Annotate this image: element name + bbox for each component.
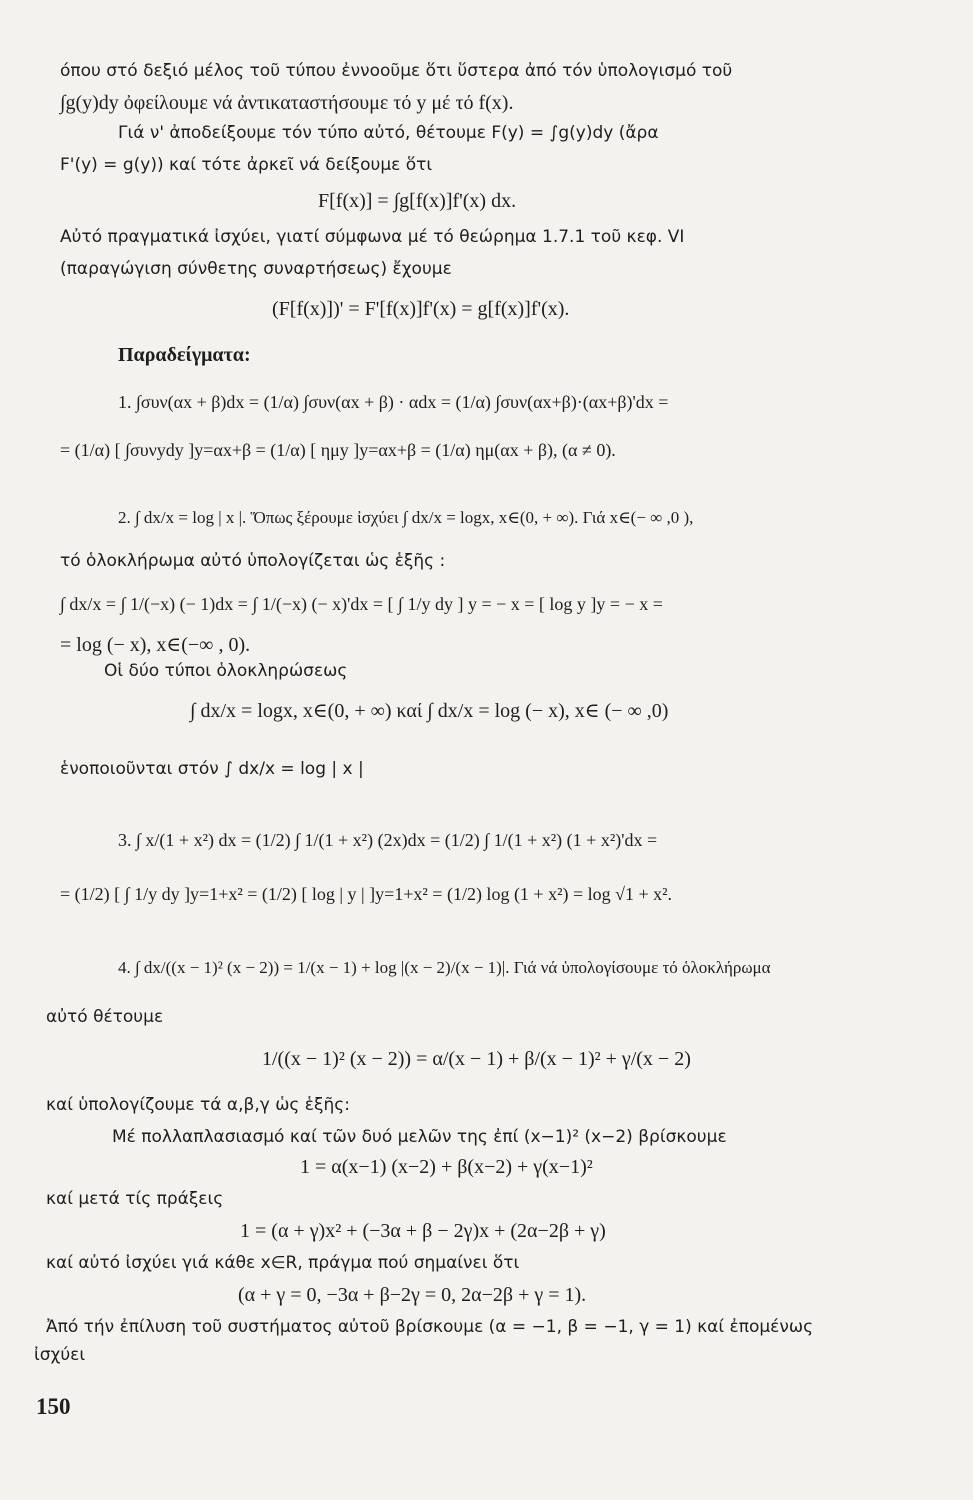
text-line-4: F'(y) = g(y)) καί τότε ἀρκεῖ νά δείξουμε ὅτι xyxy=(60,155,433,175)
example-2-line-3: ∫ dx/x = ∫ 1/(−x) (− 1)dx = ∫ 1/(−x) (− x)'dx = [ ∫ 1/y dy ] y = − x = [ log y ]y = − x = xyxy=(60,594,663,614)
example-3-line-2: = (1/2) [ ∫ 1/y dy ]y=1+x² = (1/2) [ log | y | ]y=1+x² = (1/2) log (1 + x²) = log √1 + x². xyxy=(60,884,673,904)
formula-2: (F[f(x)])' = F'[f(x)]f'(x) = g[f(x)]f'(x). xyxy=(272,298,570,320)
text-line-2: ∫g(y)dy ὀφείλουμε νά ἀντικαταστήσουμε τό y μέ τό f(x). xyxy=(60,92,514,114)
example-4-formula-3: (α + γ = 0, −3α + β−2γ = 0, 2α−2β + γ = 1). xyxy=(238,1284,587,1306)
example-4-line-5: καί μετά τίς πράξεις xyxy=(46,1189,224,1209)
example-3-line-1: 3. ∫ x/(1 + x²) dx = (1/2) ∫ 1/(1 + x²) (2x)dx = (1/2) ∫ 1/(1 + x²) (1 + x²)'dx = xyxy=(118,830,658,850)
text-line-1: όπου στό δεξιό μέλος τοῦ τύπου ἐννοοῦμε ὅτι ὕστερα ἀπό τόν ὑπολογισμό τοῦ xyxy=(60,61,733,81)
example-4-line-7: Ἀπό τήν ἐπίλυση τοῦ συστήματος αὐτοῦ βρίσκουμε (α = −1, β = −1, γ = 1) καί ἐπομένως xyxy=(46,1317,814,1337)
example-2-line-6: ∫ dx/x = logx, x∈(0, + ∞) καί ∫ dx/x = log (− x), x∈ (− ∞ ,0) xyxy=(190,700,669,722)
example-2-line-2: τό ὁλοκλήρωμα αὐτό ὑπολογίζεται ὡς ἑξῆς : xyxy=(60,551,446,571)
example-1-line-1: 1. ∫συν(αx + β)dx = (1/α) ∫συν(αx + β) · αdx = (1/α) ∫συν(αx+β)·(αx+β)'dx = xyxy=(118,392,669,412)
text-line-3: Γιά ν' ἀποδείξουμε τόν τύπο αὐτό, θέτουμε F(y) = ∫g(y)dy (ἄρα xyxy=(118,123,659,143)
example-1-line-2: = (1/α) [ ∫συνydy ]y=αx+β = (1/α) [ ημy ]y=αx+β = (1/α) ημ(αx + β), (α ≠ 0). xyxy=(60,440,616,460)
example-4-formula-1: 1 = α(x−1) (x−2) + β(x−2) + γ(x−1)² xyxy=(300,1156,593,1178)
example-4-line-8: ἰσχύει xyxy=(34,1345,86,1365)
example-2-line-1: 2. ∫ dx/x = log | x |. Ὅπως ξέρουμε ἰσχύει ∫ dx/x = logx, x∈(0, + ∞). Γιά x∈(− ∞ ,0 ), xyxy=(118,508,694,527)
text-line-5: Αὐτό πραγματικά ἰσχύει, γιατί σύμφωνα μέ τό θεώρημα 1.7.1 τοῦ κεφ. VI xyxy=(60,227,685,247)
example-4-line-1: 4. ∫ dx/((x − 1)² (x − 2)) = 1/(x − 1) + log |(x − 2)/(x − 1)|. Γιά νά ὑπολογίσουμε τό ὁλοκλήρωμα xyxy=(118,958,771,977)
example-2-line-7: ἑνοποιοῦνται στόν ∫ dx/x = log | x | xyxy=(60,759,364,779)
example-4-line-6: καί αὐτό ἰσχύει γιά κάθε x∈R, πράγμα πού σημαίνει ὅτι xyxy=(46,1253,520,1273)
page-number: 150 xyxy=(36,1394,71,1419)
formula-1: F[f(x)] = ∫g[f(x)]f'(x) dx. xyxy=(318,190,517,212)
example-2-line-4: = log (− x), x∈(−∞ , 0). xyxy=(60,634,251,656)
example-4-line-2: αὐτό θέτουμε xyxy=(46,1007,164,1027)
section-heading: Παραδείγματα: xyxy=(118,344,251,366)
example-4-formula-2: 1 = (α + γ)x² + (−3α + β − 2γ)x + (2α−2β + γ) xyxy=(240,1220,606,1242)
example-4-line-4: Μέ πολλαπλασιασμό καί τῶν δυό μελῶν της ἐπί (x−1)² (x−2) βρίσκουμε xyxy=(112,1127,727,1147)
example-4-line-3: καί ὑπολογίζουμε τά α,β,γ ὡς ἑξῆς: xyxy=(46,1095,350,1115)
example-2-line-5: Οἱ δύο τύποι ὁλοκληρώσεως xyxy=(104,661,348,681)
text-line-6: (παραγώγιση σύνθετης συναρτήσεως) ἔχουμε xyxy=(60,259,452,279)
partial-fraction-formula: 1/((x − 1)² (x − 2)) = α/(x − 1) + β/(x − 1)² + γ/(x − 2) xyxy=(262,1048,691,1070)
